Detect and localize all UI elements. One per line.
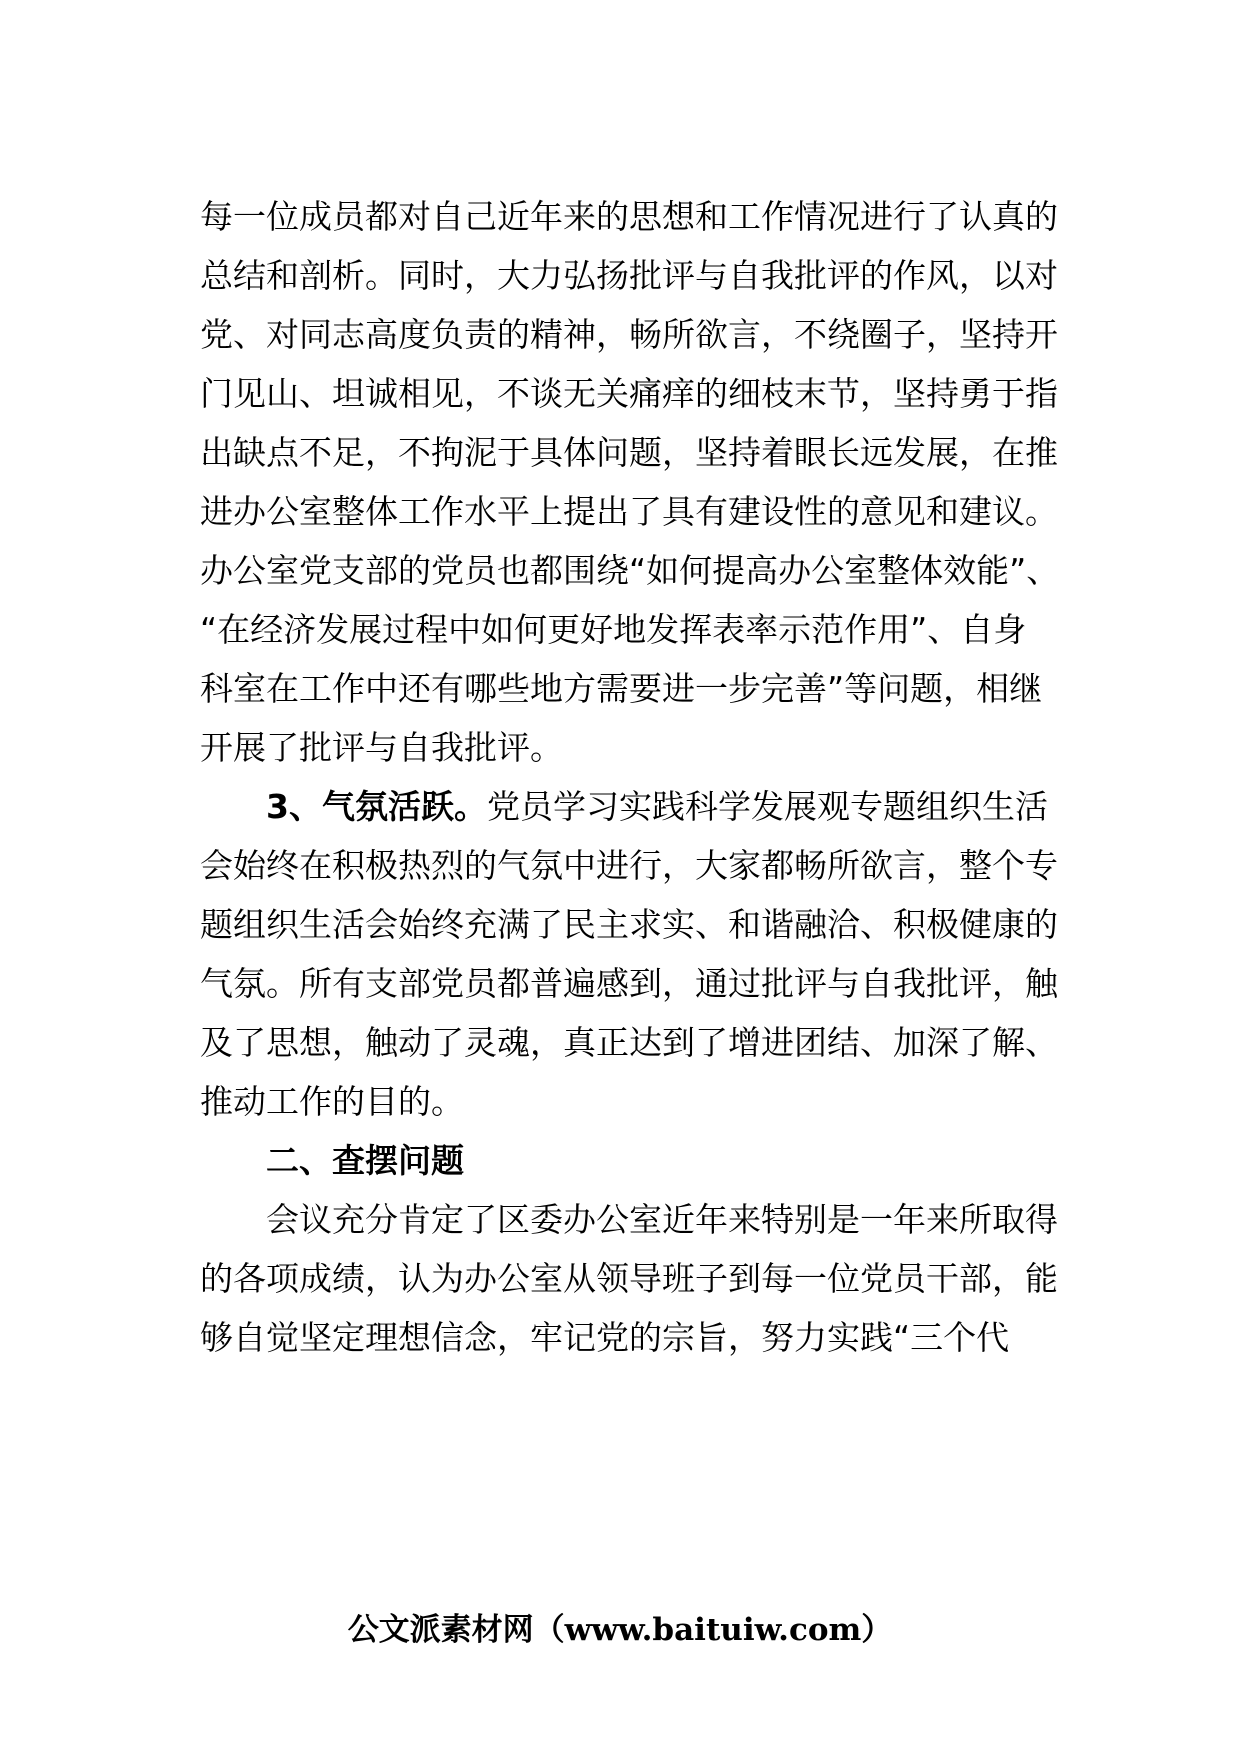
body-line: 门见山、坦诚相见，不谈无关痛痒的细枝末节，坚持勇于指 [200,374,1058,413]
section-two-line: 够自觉坚定理想信念，牢记党的宗旨，努力实践“三个代 [200,1318,1010,1357]
body-line: 进办公室整体工作水平上提出了具有建设性的意见和建议。 [200,492,1058,531]
body-line: 开展了批评与自我批评。 [200,728,563,767]
body-line: 办公室党支部的党员也都围绕“如何提高办公室整体效能”、 [200,551,1060,590]
section-two-line: 会议充分肯定了区委办公室近年来特别是一年来所取得 [266,1200,1058,1239]
page-footer: 公文派素材网（www.baituiw.com） [347,1612,893,1648]
section3-heading: 3、气氛活跃。 [266,787,487,826]
section3-first-line-text: 党员学习实践科学发展观专题组织生活 [486,787,1048,826]
section3-line: 题组织生活会始终充满了民主求实、和谐融洽、积极健康的 [200,905,1058,944]
body-line: 出缺点不足，不拘泥于具体问题，坚持着眼长远发展，在推 [200,433,1058,472]
body-line: 总结和剖析。同时，大力弘扬批评与自我批评的作风，以对 [200,256,1058,295]
body-line: 科室在工作中还有哪些地方需要进一步完善”等问题，相继 [200,669,1043,708]
section3-line: 及了思想，触动了灵魂，真正达到了增进团结、加深了解、 [200,1023,1058,1062]
section3-line: 气氛。所有支部党员都普遍感到，通过批评与自我批评，触 [200,964,1058,1003]
section3-first-line [266,787,1048,827]
section3-line: 推动工作的目的。 [200,1082,464,1121]
section-two-heading: 二、查摆问题 [266,1141,464,1180]
body-line: 党、对同志高度负责的精神，畅所欲言，不绕圈子，坚持开 [200,315,1058,354]
body-line: 每一位成员都对自己近年来的思想和工作情况进行了认真的 [200,197,1058,236]
section3-line: 会始终在积极热烈的气氛中进行，大家都畅所欲言，整个专 [200,846,1058,885]
section-two-line: 的各项成绩，认为办公室从领导班子到每一位党员干部，能 [200,1259,1058,1298]
body-line: “在经济发展过程中如何更好地发挥表率示范作用”、自身 [200,610,1027,649]
